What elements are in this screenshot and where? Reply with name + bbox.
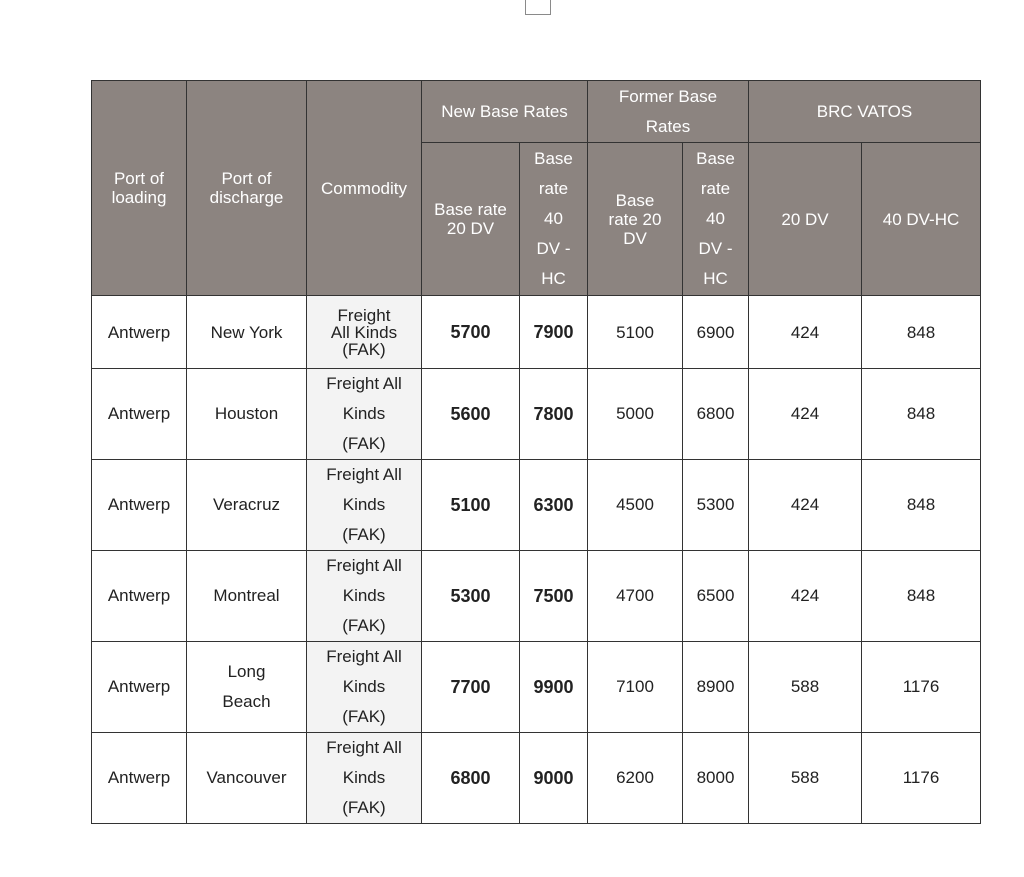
cell-port-of-discharge: New York: [187, 296, 307, 369]
cell-port-of-discharge: Montreal: [187, 551, 307, 642]
cell-former-base-rate-40dvhc: 6900: [683, 296, 749, 369]
cell-new-base-rate-40dvhc: 7800: [520, 369, 588, 460]
cell-port-of-loading: Antwerp: [92, 369, 187, 460]
cell-brc-40dvhc: 848: [862, 460, 981, 551]
cell-port-of-loading: Antwerp: [92, 733, 187, 824]
cell-former-base-rate-20dv: 4500: [588, 460, 683, 551]
header-new-base-rates: New Base Rates: [422, 81, 588, 143]
table-row: [92, 296, 981, 369]
cell-brc-20dv: 424: [749, 460, 862, 551]
cell-port-of-discharge: Veracruz: [187, 460, 307, 551]
rates-table-body: [92, 296, 981, 824]
cell-former-base-rate-40dvhc: 6800: [683, 369, 749, 460]
cell-brc-20dv: 424: [749, 369, 862, 460]
header-former-base-rate-20dv: Base rate 20 DV: [588, 143, 683, 296]
cell-port-of-loading: Antwerp: [92, 551, 187, 642]
header-former-base-rate-40dvhc: Base rate 40 DV - HC: [683, 143, 749, 296]
cell-new-base-rate-40dvhc: 7900: [520, 296, 588, 369]
cell-former-base-rate-40dvhc: 6500: [683, 551, 749, 642]
header-former-base-rates: Former Base Rates: [588, 81, 749, 143]
cell-port-of-loading: Antwerp: [92, 642, 187, 733]
header-brc-vatos: BRC VATOS: [749, 81, 981, 143]
cell-brc-40dvhc: 1176: [862, 733, 981, 824]
page-corner-marker: [525, 0, 551, 15]
table-row: [92, 460, 981, 551]
cell-brc-20dv: 424: [749, 551, 862, 642]
cell-commodity: Freight All Kinds (FAK): [307, 551, 422, 642]
cell-former-base-rate-20dv: 6200: [588, 733, 683, 824]
header-new-base-rate-20dv: Base rate 20 DV: [422, 143, 520, 296]
cell-commodity: Freight All Kinds (FAK): [307, 296, 422, 369]
header-brc-40dvhc: 40 DV-HC: [862, 143, 981, 296]
cell-former-base-rate-40dvhc: 8900: [683, 642, 749, 733]
header-brc-20dv: 20 DV: [749, 143, 862, 296]
cell-new-base-rate-20dv: 7700: [422, 642, 520, 733]
cell-new-base-rate-20dv: 6800: [422, 733, 520, 824]
cell-new-base-rate-40dvhc: 9000: [520, 733, 588, 824]
cell-former-base-rate-40dvhc: 5300: [683, 460, 749, 551]
cell-brc-20dv: 588: [749, 642, 862, 733]
cell-brc-20dv: 588: [749, 733, 862, 824]
table-row: [92, 551, 981, 642]
table-row: [92, 642, 981, 733]
cell-former-base-rate-40dvhc: 8000: [683, 733, 749, 824]
cell-former-base-rate-20dv: 5100: [588, 296, 683, 369]
cell-commodity: Freight All Kinds (FAK): [307, 369, 422, 460]
cell-brc-20dv: 424: [749, 296, 862, 369]
cell-former-base-rate-20dv: 4700: [588, 551, 683, 642]
cell-commodity: Freight All Kinds (FAK): [307, 642, 422, 733]
cell-new-base-rate-20dv: 5300: [422, 551, 520, 642]
cell-port-of-discharge: Vancouver: [187, 733, 307, 824]
rates-table: [91, 80, 981, 824]
cell-new-base-rate-40dvhc: 6300: [520, 460, 588, 551]
header-port-of-loading: Port of loading: [92, 81, 187, 296]
table-row: [92, 369, 981, 460]
cell-new-base-rate-40dvhc: 9900: [520, 642, 588, 733]
cell-brc-40dvhc: 848: [862, 296, 981, 369]
cell-new-base-rate-20dv: 5700: [422, 296, 520, 369]
cell-brc-40dvhc: 848: [862, 369, 981, 460]
cell-brc-40dvhc: 848: [862, 551, 981, 642]
cell-former-base-rate-20dv: 7100: [588, 642, 683, 733]
cell-former-base-rate-20dv: 5000: [588, 369, 683, 460]
cell-port-of-loading: Antwerp: [92, 460, 187, 551]
cell-commodity: Freight All Kinds (FAK): [307, 460, 422, 551]
cell-port-of-discharge: Long Beach: [187, 642, 307, 733]
cell-port-of-loading: Antwerp: [92, 296, 187, 369]
cell-port-of-discharge: Houston: [187, 369, 307, 460]
cell-commodity: Freight All Kinds (FAK): [307, 733, 422, 824]
header-port-of-discharge: Port of discharge: [187, 81, 307, 296]
cell-new-base-rate-20dv: 5600: [422, 369, 520, 460]
cell-new-base-rate-40dvhc: 7500: [520, 551, 588, 642]
cell-brc-40dvhc: 1176: [862, 642, 981, 733]
header-new-base-rate-40dvhc: Base rate 40 DV - HC: [520, 143, 588, 296]
header-commodity: Commodity: [307, 81, 422, 296]
cell-new-base-rate-20dv: 5100: [422, 460, 520, 551]
table-row: [92, 733, 981, 824]
